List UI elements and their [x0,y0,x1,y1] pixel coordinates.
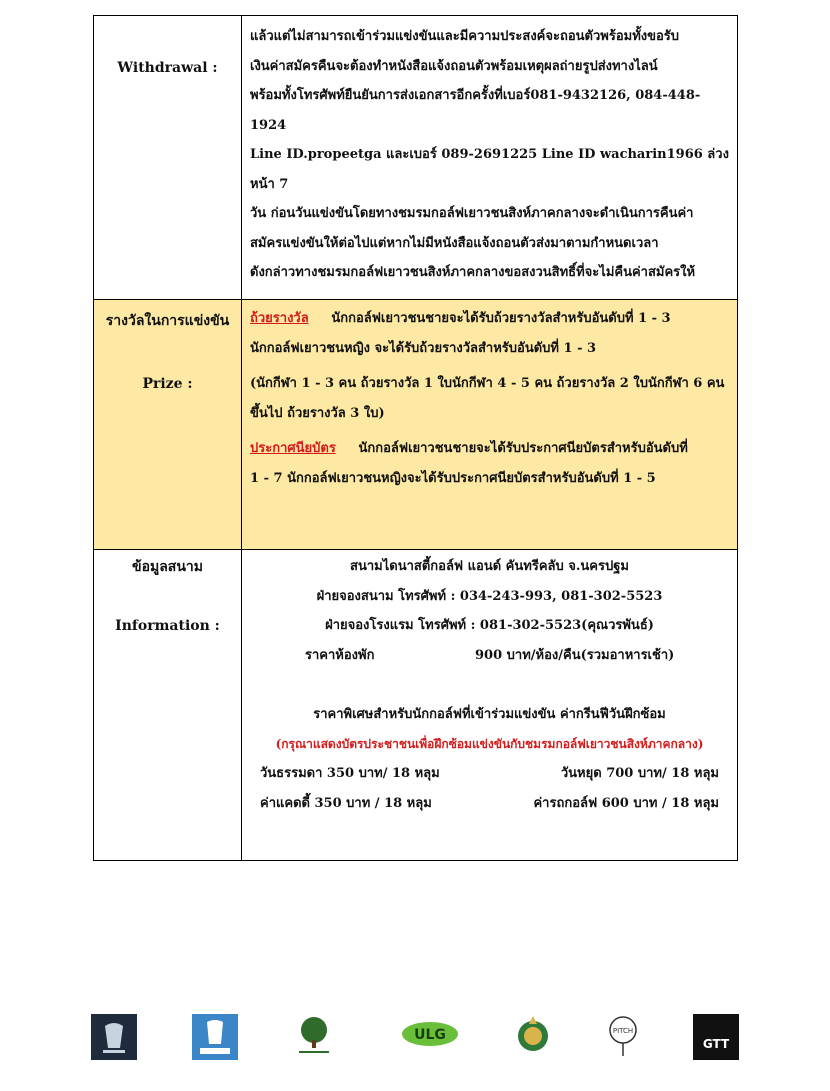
room-label: ราคาห้องพัก [305,647,375,663]
trophy-girls: นักกอล์ฟเยาวชนหญิง จะได้รับถ้วยรางวัลสำหรับอันดับที่ 1 - 3 [250,340,597,356]
withdrawal-line: Line ID.propeetga และเบอร์ 089-2691225 Line ID wacharin1966 ล่วงหน้า 7 [250,147,729,192]
sponsor-logo-tree [291,1014,337,1060]
cert-title: ประกาศนียบัตร [250,441,336,456]
withdrawal-line: พร้อมทั้งโทรศัพท์ยืนยันการส่งเอกสารอีกครั้งที่เบอร์081-9432126, 084-448-1924 [250,88,701,133]
trophy-count-1: (นักกีฬา 1 - 3 คน ถ้วยรางวัล 1 ใบนักกีฬา 4 - 5 คน ถ้วยรางวัล 2 ใบนักกีฬา 6 คน [250,376,725,391]
id-note: (กรุณาแสดงบัตรประชาชนเพื่อฝึกซ้อมแข่งขันกับชมรมกอล์ฟเยาวชนสิงห์ภาคกลาง) [275,736,704,751]
trophy-line [250,304,729,334]
cart-fee: ค่ารถกอล์ฟ 600 บาท / 18 หลุม [533,795,719,811]
room-price: 900 บาท/ห้อง/คืน(รวมอาหารเช้า) [475,647,675,663]
withdrawal-text-cell [242,16,738,300]
caddy-fee: ค่าแคดดี้ 350 บาท / 18 หลุม [260,795,432,811]
withdrawal-line: เงินค่าสมัครคืนจะต้องทำหนังสือแจ้งถอนตัวพร้อมเหตุผลถ่ายรูปส่งทางไลน์ [250,58,658,74]
prize-label-cell [94,300,242,550]
special-rate: ราคาพิเศษสำหรับนักกอล์ฟที่เข้าร่วมแข่งขัน ค่ากรีนฟีวันฝึกซ้อม [313,707,666,722]
sponsor-logo-gtt [693,1014,739,1060]
prize-label-th: รางวัลในการแข่งขัน [105,313,230,329]
caddy-cart-row [250,789,729,819]
sponsor-logo-pitch [600,1014,646,1060]
pitch-text: PITCH [612,1027,634,1035]
info-label-en: Information : [115,618,220,634]
info-label-th: ข้อมูลสนาม [132,559,203,575]
hotel-booking: ฝ่ายจองโรงแรม โทรศัพท์ : 081-302-5523(คุณวรพันธ์) [325,618,654,633]
cert-girls: 1 - 7 นักกอล์ฟเยาวชนหญิงจะได้รับประกาศนียบัตรสำหรับอันดับที่ 1 - 5 [250,470,656,486]
holiday-fee: วันหยุด 700 บาท/ 18 หลุม [560,766,719,781]
room-price-row [250,641,729,671]
sponsor-logo-1 [91,1014,137,1060]
sponsor-logo-ulg [400,1014,460,1060]
green-fee-row [250,759,729,789]
withdrawal-line: วัน ก่อนวันแข่งขันโดยทางชมรมกอล์ฟเยาวชนสิงห์ภาคกลางจะดำเนินการคืนค่า [250,206,694,221]
venue-name: สนามไดนาสตี้กอล์ฟ แอนด์ คันทรีคลับ จ.นครปฐม [350,559,629,574]
withdrawal-label: Withdrawal : [117,60,218,76]
trophy-count-2: ขึ้นไป ถ้วยรางวัล 3 ใบ) [250,405,385,421]
withdrawal-line: ดังกล่าวทางชมรมกอล์ฟเยาวชนสิงห์ภาคกลางขอสงวนสิทธิ์ที่จะไม่คืนค่าสมัครให้ [250,265,696,280]
trophy-title: ถ้วยรางวัล [250,311,309,326]
prize-label-en: Prize : [142,376,193,392]
gtt-text: GTT [702,1037,730,1051]
trophy-boys: นักกอล์ฟเยาวชนชายจะได้รับถ้วยรางวัลสำหรับอันดับที่ 1 - 3 [331,311,671,326]
info-label-cell [94,550,242,861]
course-booking: ฝ่ายจองสนาม โทรศัพท์ : 034-243-993, 081-302-5523 [316,588,663,604]
prize-text-cell [242,300,738,550]
info-table [93,15,738,861]
info-text-cell [242,550,738,861]
withdrawal-line: แล้วแต่ไม่สามารถเข้าร่วมแข่งขันและมีความประสงค์จะถอนตัวพร้อมทั้งขอรับ [250,29,680,44]
prize-row [94,300,738,550]
cert-line [250,434,729,464]
ulg-text: ULG [414,1027,446,1043]
sponsor-logo-crest [510,1014,556,1060]
weekday-fee: วันธรรมดา 350 บาท/ 18 หลุม [260,766,440,781]
cert-boys: นักกอล์ฟเยาวชนชายจะได้รับประกาศนียบัตรสำหรับอันดับที่ [358,441,688,456]
sponsor-logos [0,1014,830,1064]
withdrawal-label-cell [94,16,242,300]
info-row [94,550,738,861]
withdrawal-line: สมัครแข่งขันให้ต่อไปแต่หากไม่มีหนังสือแจ้งถอนตัวส่งมาตามกำหนดเวลา [250,235,659,251]
sponsor-logo-2 [192,1014,238,1060]
withdrawal-row [94,16,738,300]
